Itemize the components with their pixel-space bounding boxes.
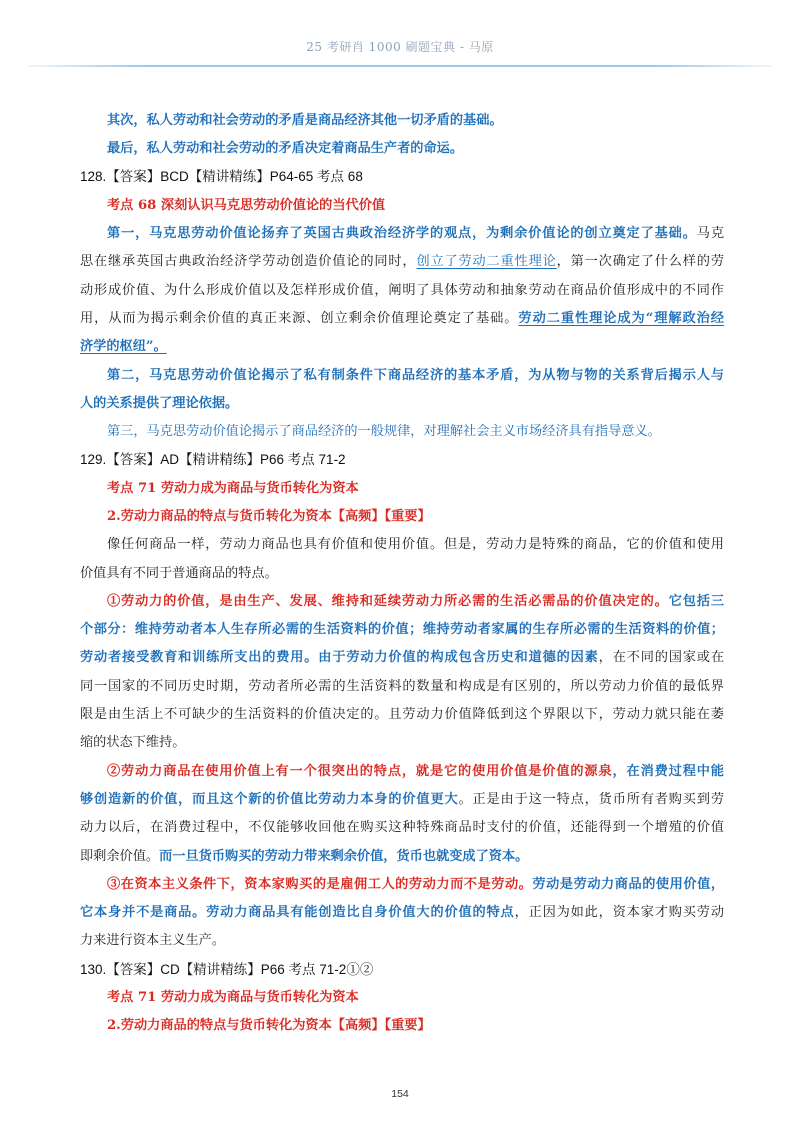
key-point-text: ②劳动力商品在使用价值上有一个很突出的特点，就是它的使用价值是价值的源泉 (107, 763, 613, 779)
emphasis-text: 劳动者接受教育和训练所支出的费用。由于劳动力价值的构成包含历史和道德的因素 (80, 650, 599, 666)
text-line (80, 843, 724, 871)
subtopic-title: 2.劳动力商品的特点与货币转化为资本【高频】【重要】 (107, 1018, 431, 1034)
text-line (80, 786, 724, 814)
emphasis-text: 其次，私人劳动和社会劳动的矛盾是商品经济其他一切矛盾的基础。 (107, 112, 503, 128)
emphasis-text: 人的关系提供了理论依据。 (80, 395, 239, 411)
emphasis-text: 它本身并不是商品。劳动力商品具有能创造比自身价值大的价值的特点 (80, 905, 515, 921)
body-text: 缩的状态下维持。 (80, 735, 186, 751)
text-line (80, 560, 724, 588)
body-text: 即剩余价值。 (80, 848, 160, 864)
text-line (107, 758, 724, 786)
answer-line-130 (80, 956, 724, 984)
emphasis-text: 第二，马克思劳动价值论揭示了私有制条件下商品经济的基本矛盾，为从物与物的关系背后揭示人与 (107, 367, 724, 383)
body-text: 限是由生活上不可缺少的生活资料的价值决定的。且劳动力价值降低到这个界限以下，劳动力就只能在萎 (80, 707, 724, 723)
text-line (80, 899, 724, 927)
text-line (107, 220, 724, 248)
body-text: 马克 (696, 226, 724, 242)
text-line (80, 673, 724, 701)
emphasis-text: ，在消费过程中能 (612, 763, 724, 779)
topic-heading (107, 192, 724, 220)
topic-title: 考点 71 劳动力成为商品与货币转化为资本 (107, 480, 359, 496)
text-line (80, 333, 724, 361)
text-line (107, 107, 724, 135)
header-rule (28, 65, 772, 67)
text-line (80, 248, 724, 276)
running-header: 25 考研肖 1000 刷题宝典 - 马原 (306, 40, 494, 54)
body-text: 用，从而为揭示剩余价值的真正来源、创立剩余价值理论奠定了基础。 (80, 310, 519, 326)
topic-title: 考点 71 劳动力成为商品与货币转化为资本 (107, 990, 359, 1006)
key-point-text: ③在资本主义条件下，资本家购买的是雇佣工人的劳动力而不是劳动。 (107, 876, 533, 892)
answer-line-129 (80, 446, 724, 474)
text-line (107, 588, 724, 616)
topic-title: 考点 68 深刻认识马克思劳动价值论的当代价值 (107, 197, 386, 213)
body-text: ，正因为如此，资本家才购买劳动 (514, 905, 724, 921)
emphasis-text: 它包括三 (668, 593, 724, 609)
text-line (80, 390, 724, 418)
topic-heading (107, 475, 724, 503)
body-text: 同一国家的不同历史时期，劳动者所必需的生活资料的数量和构成是有区别的，所以劳动力价值的最低界 (80, 678, 724, 694)
body-text: 思在继承英国古典政治经济学劳动创造价值论的同时， (80, 254, 417, 270)
underlined-emphasis: 创立了劳动二重性理论 (416, 254, 557, 270)
body-text: ，在不同的国家或在 (598, 650, 724, 666)
emphasis-text: 够创造新的价值，而且这个新的价值比劳动力本身的价值更大 (80, 791, 459, 807)
text-line (80, 814, 724, 842)
topic-heading (107, 984, 724, 1012)
text-line (80, 305, 724, 333)
underlined-emphasis: 济学的枢纽”。 (80, 339, 167, 355)
emphasis-text: 劳动是劳动力商品的使用价值， (532, 876, 724, 892)
text-line (80, 701, 724, 729)
text-line (107, 531, 724, 559)
emphasis-text: 最后，私人劳动和社会劳动的矛盾决定着商品生产者的命运。 (107, 141, 464, 157)
answer-label: 129.【答案】AD【精讲精练】P66 考点 71-2 (80, 452, 346, 468)
body-text: 像任何商品一样，劳动力商品也具有价值和使用价值。但是，劳动力是特殊的商品，它的价值和使用 (107, 537, 724, 553)
body-text: 动形成价值、为什么形成价值以及怎样形成价值，阐明了具体劳动和抽象劳动在商品价值形成中的不同作 (80, 282, 724, 298)
answer-label: 128.【答案】BCD【精讲精练】P64-65 考点 68 (80, 169, 363, 185)
body-text: ，第一次确定了什么样的劳 (556, 254, 724, 270)
text-line (107, 418, 724, 446)
text-line (107, 871, 724, 899)
emphasis-text: 第一，马克思劳动价值论扬弃了英国古典政治经济学的观点，为剩余价值论的创立奠定了基础。 (107, 226, 697, 242)
page-body (80, 107, 724, 1041)
text-line (80, 644, 724, 672)
answer-label: 130.【答案】CD【精讲精练】P66 考点 71-2①② (80, 961, 374, 977)
text-line (80, 616, 724, 644)
text-line (80, 277, 724, 305)
answer-line-128 (80, 163, 724, 191)
emphasis-text: 个部分：维持劳动者本人生存所必需的生活资料的价值；维持劳动者家属的生存所必需的生活资料的价值； (80, 622, 724, 638)
emphasis-text: 而一旦货币购买的劳动力带来剩余价值，货币也就变成了资本。 (159, 848, 529, 864)
page-number: 154 (391, 1088, 409, 1100)
key-point-text: ①劳动力的价值，是由生产、发展、维持和延续劳动力所必需的生活必需品的价值决定的。 (107, 593, 669, 609)
text-line (107, 362, 724, 390)
subtopic-heading (107, 1012, 724, 1040)
emphasis-text: 第三，马克思劳动价值论揭示了商品经济的一般规律，对理解社会主义市场经济具有指导意义。 (107, 424, 661, 440)
subtopic-title: 2.劳动力商品的特点与货币转化为资本【高频】【重要】 (107, 509, 431, 524)
subtopic-heading (107, 503, 724, 531)
body-text: 力来进行资本主义生产。 (80, 933, 226, 949)
text-line (80, 927, 724, 955)
body-text: 动力以后，在消费过程中，不仅能够收回他在购买这种特殊商品时支付的价值，还能得到一个增殖的价值 (80, 820, 724, 836)
body-text: 。正是由于这一特点，货币所有者购买到劳 (458, 791, 724, 807)
underlined-emphasis: 劳动二重性理论成为“理解政治经 (518, 310, 724, 326)
text-line (80, 729, 724, 757)
body-text: 价值具有不同于普通商品的特点。 (80, 565, 278, 581)
text-line (107, 135, 724, 163)
